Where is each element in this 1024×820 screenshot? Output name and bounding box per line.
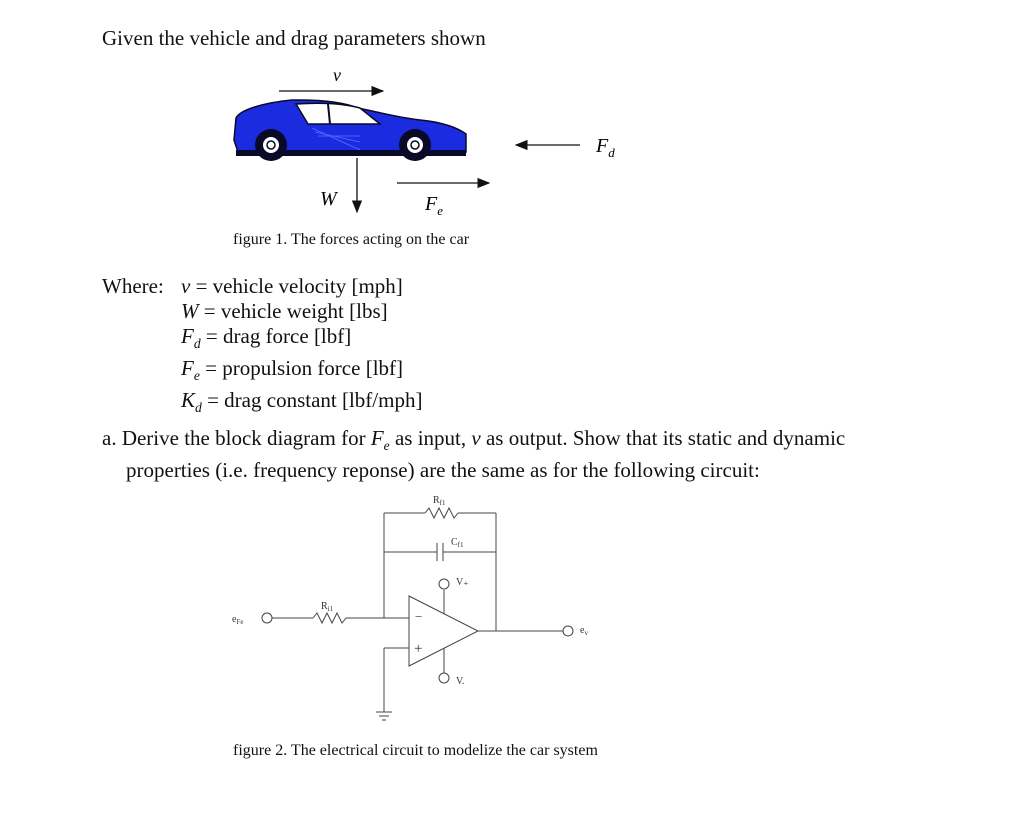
v-plus-terminal	[439, 579, 449, 589]
output-terminal	[563, 626, 573, 636]
input-terminal	[262, 613, 272, 623]
definition-drag-constant: $K_d$ = drag constant [lbf/mph]	[181, 388, 423, 416]
drag-force-label: $F_d$	[596, 135, 615, 160]
definitions-list	[181, 274, 422, 421]
feedback-resistor	[425, 508, 458, 518]
v-minus-terminal	[439, 673, 449, 683]
ev-label: $e_v$	[580, 625, 588, 637]
v-minus-label: V.	[456, 676, 465, 687]
v-plus-label: V₊	[456, 577, 469, 588]
efe-label: $e_{Fe}$	[232, 614, 244, 626]
where-label: Where:	[102, 274, 164, 298]
intro-text: Given the vehicle and drag parameters shown	[102, 26, 486, 50]
definition-propulsion-force: $F_e$ = propulsion force [lbf]	[181, 356, 404, 384]
definition-weight: W = vehicle weight [lbs]	[181, 299, 388, 323]
non-inverting-input-sign: +	[414, 641, 423, 657]
part-a-line-1: a. Derive the block diagram for $F_e$ as input, v as output. Show that its static and dynamic	[102, 426, 846, 454]
weight-label: W	[320, 188, 337, 210]
definition-drag-force: $F_d$ = drag force [lbf]	[181, 324, 352, 352]
cf1-label: $C_{f1}$	[451, 537, 464, 549]
input-resistor	[313, 613, 346, 623]
definition-velocity: v = vehicle velocity [mph]	[181, 274, 403, 298]
figure-1-car-diagram	[0, 0, 1024, 230]
figure-2-caption: figure 2. The electrical circuit to modelize the car system	[233, 742, 598, 759]
inverting-input-sign: −	[415, 609, 423, 624]
rf1-label: $R_{f1}$	[433, 495, 446, 507]
question-part-a	[102, 426, 902, 483]
propulsion-force-label: $F_e$	[425, 193, 443, 218]
figure-1-caption: figure 1. The forces acting on the car	[233, 231, 470, 248]
ri1-label: $R_{i1}$	[321, 601, 334, 613]
car-icon	[234, 100, 466, 161]
part-a-line-2: properties (i.e. frequency reponse) are the same as for the following circuit:	[126, 458, 760, 483]
ground-icon	[376, 712, 392, 720]
figure-2-circuit-diagram	[0, 480, 1024, 735]
velocity-label: v	[333, 65, 341, 85]
